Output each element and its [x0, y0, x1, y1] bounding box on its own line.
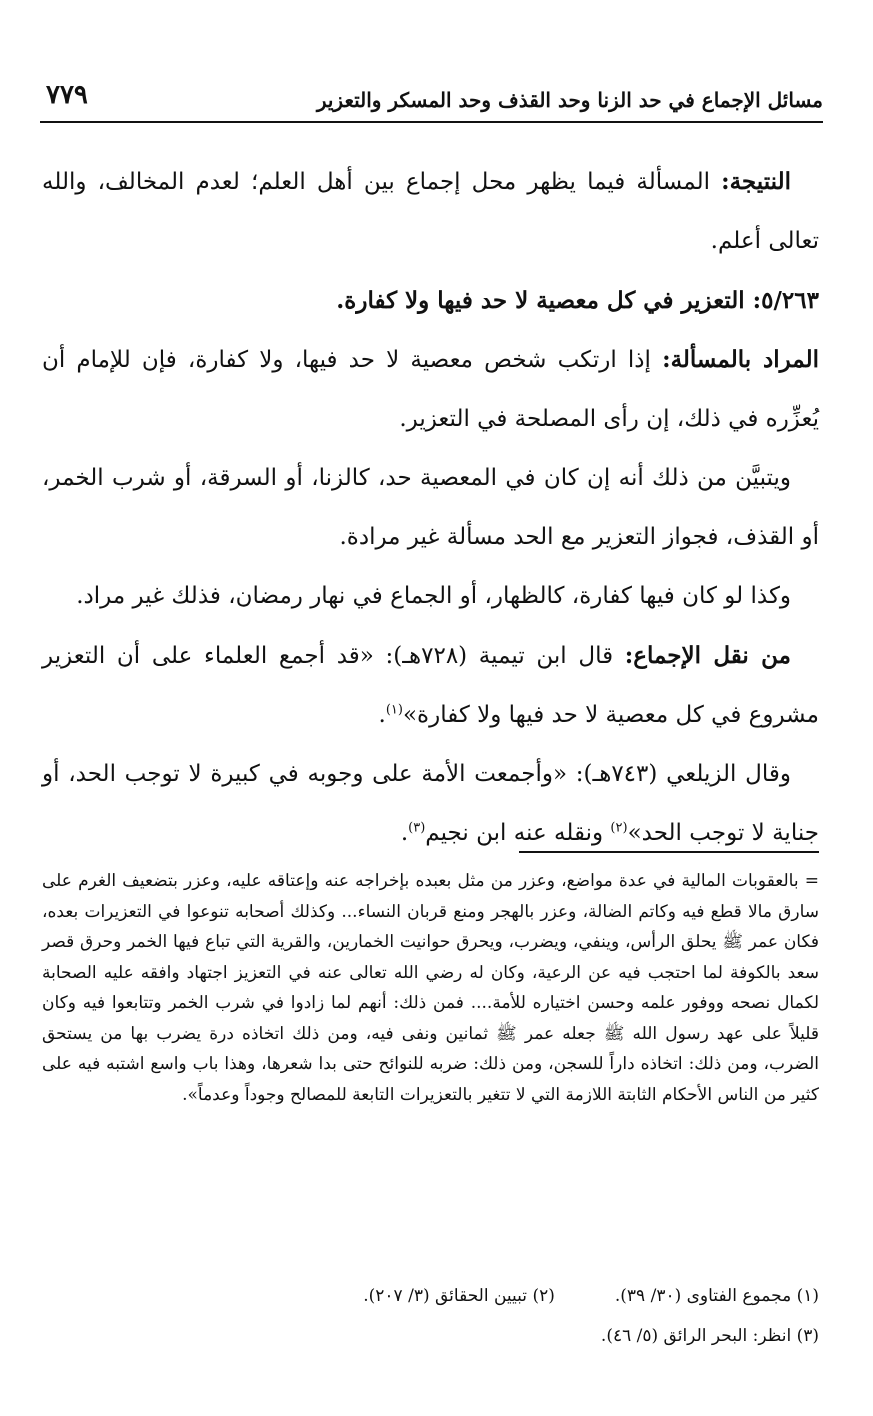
ibn-taymiyya-quote: قال ابن تيمية (٧٢٨هـ): «قد أجمع العلماء على أن التعزير مشروع في كل معصية لا حد فيها ولا كفارة»	[42, 643, 819, 728]
zaylai-paragraph	[42, 745, 819, 863]
footnote-rule	[519, 851, 819, 853]
footnote-marker-3[interactable]: (٣)	[408, 820, 426, 836]
footnotes	[42, 866, 819, 1110]
reference-3: (٣) انظر: البحر الرائق (٥/ ٤٦).	[600, 1326, 819, 1346]
main-text	[42, 152, 819, 863]
header-rule	[40, 121, 823, 123]
conclusion-lead: النتيجة:	[721, 168, 791, 195]
sentence-end: .	[378, 702, 386, 728]
expiation-paragraph: وكذا لو كان فيها كفارة، كالظهار، أو الجماع في نهار رمضان، فذلك غير مراد.	[76, 583, 791, 609]
page-number: ٧٧٩	[46, 80, 88, 110]
intended-meaning-paragraph	[42, 330, 819, 449]
continued-footnote: = بالعقوبات المالية في عدة مواضع، وعزر من مثل بعبده بإخراجه عنه وإعتاقه عليه، وعزر بتضعيف الغرم على سارق مالا قطع فيه وكاتم الضالة، وعزر بالهجر ومنع قربان النساء... وكذلك أصحابه تنوعوا في التعزيرات بعده، فكان عمر ﷺ يحلق الرأس، وينفي، ويضرب، ويحرق حوانيت الخمارين، والقرية التي تباع فيها الخمر وحرق قصر سعد بالكوفة لما احتجب فيه عن الرعية، وكان له رضي الله تعالى عنه في التعزيز اجتهاد وافقه عليه الصحابة لكمال نصحه ووفور علمه وحسن اختياره للأمة.... فمن ذلك: أنهم لما زادوا في شرب الخمر وتتابعوا فيه وكان قليلاً على عهد رسول الله ﷺ جعله عمر ﷺ ثمانين ونفى فيه، ومن ذلك اتخاذه درة يضرب بها من يستحق الضرب، ومن ذلك: اتخاذه داراً للسجن، ومن ذلك: ضربه للنوائح حتى بدا شعرها، وهذا باب واسع اشتبه فيه على كثير من الناس الأحكام الثابتة اللازمة التي لا تتغير بالتعزيرات التابعة للمصالح وجوداً وعدماً».	[42, 871, 820, 1105]
zaylai-quote: وقال الزيلعي (٧٤٣هـ): «وأجمعت الأمة على وجوبه في كبيرة لا توجب الحد، أو جناية لا توجب الحد»	[42, 761, 819, 846]
sentence-end: .	[400, 820, 409, 846]
reference-row	[42, 1276, 819, 1316]
reference-row	[42, 1316, 819, 1356]
conclusion-text: المسألة فيما يظهر محل إجماع بين أهل العلم؛ لعدم المخالف، والله تعالى أعلم.	[42, 169, 819, 254]
reference-list	[42, 1276, 819, 1356]
clarification-paragraph: ويتبيَّن من ذلك أنه إن كان في المعصية حد، كالزنا، أو السرقة، أو شرب الخمر، أو القذف، فجواز التعزير مع الحد مسألة غير مرادة.	[42, 465, 819, 550]
consensus-lead: من نقل الإجماع:	[624, 642, 791, 669]
consensus-paragraph	[42, 626, 819, 745]
page-header	[40, 80, 823, 116]
footnote-marker-2[interactable]: (٢)	[610, 820, 628, 836]
reference-1: (١) مجموع الفتاوى (٣٠/ ٣٩).	[614, 1286, 819, 1306]
reference-2: (٢) تبيين الحقائق (٣/ ٢٠٧).	[363, 1286, 555, 1306]
ibn-nujaym-text: ونقله عنه ابن نجيم	[425, 820, 611, 846]
section-title: ٥/٢٦٣: التعزير في كل معصية لا حد فيها ولا كفارة.	[336, 287, 819, 314]
footnote-marker-1[interactable]: (١)	[385, 702, 403, 718]
intended-meaning-text: إذا ارتكب شخص معصية لا حد فيها، ولا كفارة، فإن للإمام أن يُعزِّره في ذلك، إن رأى المصلحة في التعزير.	[42, 347, 819, 432]
conclusion-paragraph	[42, 152, 819, 271]
running-title: مسائل الإجماع في حد الزنا وحد القذف وحد المسكر والتعزير	[316, 88, 823, 112]
intended-meaning-lead: المراد بالمسألة:	[662, 346, 820, 373]
